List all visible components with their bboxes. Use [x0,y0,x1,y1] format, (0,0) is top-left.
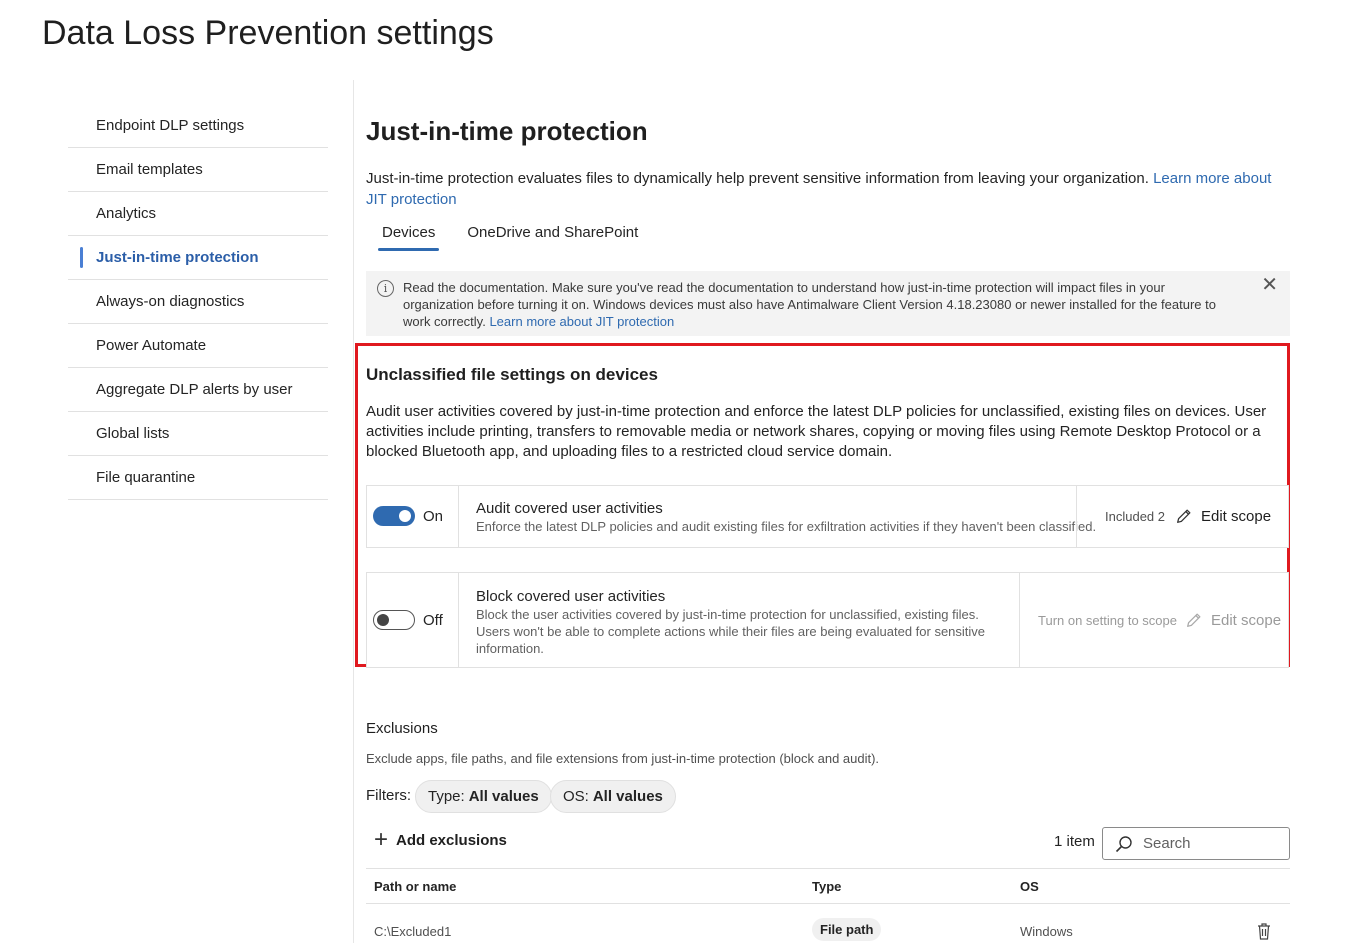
block-scope-note: Turn on setting to scope [1038,613,1177,628]
sidebar-item-email-templates[interactable]: Email templates [68,148,328,192]
exclusions-description: Exclude apps, file paths, and file extensions from just-in-time protection (block and audit). [366,751,880,766]
sidebar-item-analytics[interactable]: Analytics [68,192,328,236]
pencil-icon [1175,507,1193,525]
plus-icon: + [374,826,389,853]
filter-os-chip[interactable] [550,780,676,813]
audit-scope-note: Included 2 [1105,509,1165,524]
block-toggle-cell [367,573,459,667]
pencil-icon [1185,611,1203,629]
intro-description: Just-in-time protection evaluates files to dynamically help prevent sensitive information from leaving your organization. [366,170,1149,187]
sidebar-item-power-automate[interactable]: Power Automate [68,324,328,368]
trash-icon[interactable] [1256,922,1272,940]
block-toggle[interactable] [373,610,415,630]
block-edit-scope-label: Edit scope [1211,611,1282,629]
banner-text [403,279,1235,330]
exclusions-table [366,868,1290,948]
column-header-type[interactable]: Type [812,879,842,894]
section-title: Just-in-time protection [366,116,648,146]
search-icon [1115,835,1133,853]
unclassified-settings-description: Audit user activities covered by just-in-time protection and enforce the latest DLP policies for unclassified, existing files on devices. User activities include printing, transfers to removable media or network shares, copying or moving files using Remote Desktop Protocol or a blocked Bluetooth app, and uploading files to a restricted cloud service domain. [366,403,1267,460]
filter-os-value: All values [592,788,663,805]
filter-type-value: All values [468,788,539,805]
add-exclusions-button[interactable] [374,826,507,853]
banner-message: Read the documentation. Make sure you've read the documentation to understand how just-in-time protection will impact files in your organization before turning it on. Windows devices must also have Antimalware Client Version 4.18.23080 or newer installed for the feature to work correctly. [403,280,1216,329]
block-scope-cell [1019,573,1288,667]
row-os: Windows [1020,924,1073,939]
filter-os-key: OS: [563,788,589,805]
item-count: 1 item [1054,833,1095,850]
sidebar-divider [353,80,354,943]
block-setting-desc: Block the user activities covered by just-in-time protection for unclassified, existing files. Users won't be able to complete actions while their files are being evaluated for sensitive information. [476,607,986,656]
row-type-badge: File path [812,918,881,941]
tab-onedrive-sharepoint[interactable]: OneDrive and SharePoint [467,224,639,241]
banner-learn-more-link[interactable]: Learn more about JIT protection [489,314,675,329]
block-toggle-state: Off [423,612,443,629]
sidebar-item-always-on-diagnostics[interactable]: Always-on diagnostics [68,280,328,324]
sidebar-item-just-in-time-protection[interactable]: Just-in-time protection [68,236,328,280]
column-header-os[interactable]: OS [1020,879,1039,894]
table-header [366,868,1290,904]
audit-toggle-cell [367,486,459,547]
page-title: Data Loss Prevention settings [42,14,494,52]
audit-setting-desc: Enforce the latest DLP policies and audit existing files for exfiltration activities if they haven't been classified. [476,519,1097,534]
search-input[interactable] [1141,834,1275,853]
intro-text [366,168,1286,210]
table-row[interactable] [366,904,1290,948]
audit-setting-title: Audit covered user activities [476,500,663,517]
exclusions-title: Exclusions [366,720,438,737]
search-box [1102,827,1290,860]
audit-setting-text [476,500,1096,535]
block-edit-scope-button[interactable] [1185,611,1281,629]
column-header-path[interactable]: Path or name [374,879,457,894]
info-icon: i [377,280,394,297]
unclassified-settings-title: Unclassified file settings on devices [366,365,658,384]
add-exclusions-label: Add exclusions [396,831,507,849]
audit-setting-card [366,485,1289,548]
settings-sidebar [68,104,328,500]
info-banner [366,271,1290,336]
row-path: C:\Excluded1 [374,924,452,939]
sidebar-item-global-lists[interactable]: Global lists [68,412,328,456]
learn-more-jit-link[interactable]: Learn more about JIT protection [366,170,1272,208]
sidebar-item-endpoint-dlp-settings[interactable]: Endpoint DLP settings [68,104,328,148]
audit-edit-scope-button[interactable] [1175,507,1271,525]
tab-devices[interactable]: Devices [366,222,451,251]
filters-label: Filters: [366,787,411,804]
close-icon[interactable]: ✕ [1261,274,1278,296]
audit-toggle[interactable] [373,506,415,526]
sidebar-item-file-quarantine[interactable]: File quarantine [68,456,328,500]
audit-edit-scope-label: Edit scope [1201,507,1272,525]
audit-scope-cell [1076,486,1288,547]
block-setting-title: Block covered user activities [476,588,666,605]
audit-toggle-state: On [423,508,444,525]
filter-type-key: Type: [428,788,465,805]
block-setting-card [366,572,1289,668]
block-setting-text [476,588,1016,657]
filter-type-chip[interactable] [415,780,552,813]
sidebar-item-aggregate-dlp-alerts[interactable]: Aggregate DLP alerts by user [68,368,328,412]
tab-bar [366,222,654,251]
